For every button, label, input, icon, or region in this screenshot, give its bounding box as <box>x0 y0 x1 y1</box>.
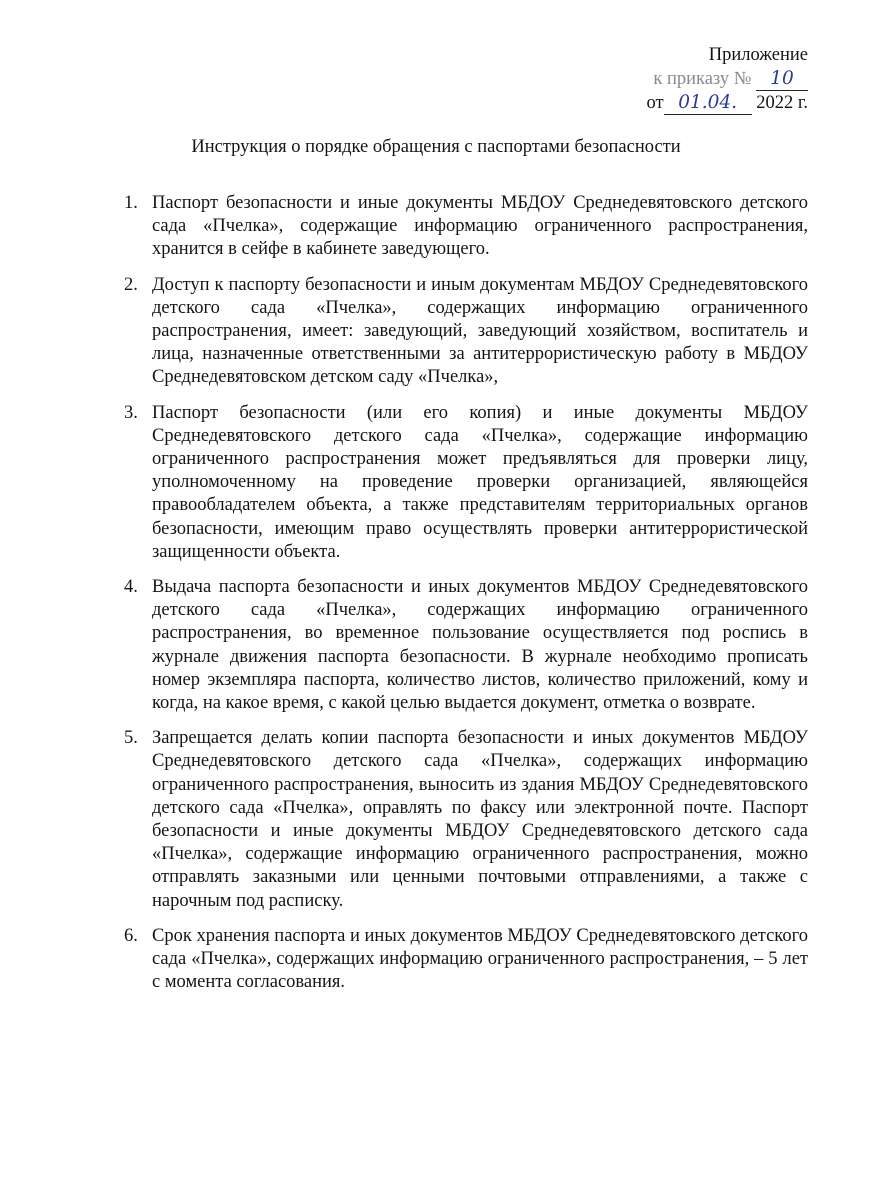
order-date-handwritten: 01.04. <box>664 91 752 115</box>
item-number: 3. <box>124 402 138 423</box>
item-number: 5. <box>124 728 138 749</box>
date-prefix: от <box>646 93 664 113</box>
list-item <box>124 727 808 913</box>
item-text: Паспорт безопасности (или его копия) и иные документы МБДОУ Среднедевятовского детского сада «Пчелка», содержащие информацию ограниченного распространения может предъявляться для проверки лицу, уполномоченному на проведение проверки организацией, являющейся правообладателем объекта, а также представителям территориальных органов безопасности, имеющим право осуществлять проверки антитеррористической защищенности объекта. <box>152 402 808 562</box>
list-item <box>124 576 808 715</box>
list-item <box>124 192 808 262</box>
item-text: Запрещается делать копии паспорта безопасности и иных документов МБДОУ Среднедевятовского детского сада «Пчелка», содержащих информацию ограниченного распространения, выносить из здания МБДОУ Среднедевятовского детского сада «Пчелка», оправлять по факсу или электронной почте. Паспорт безопасности и иные документы МБДОУ Среднедевятовского детского сада «Пчелка», содержащие информацию ограниченного распространения, можно отправлять заказными или ценными почтовыми отправлениями, а также с нарочным под расписку. <box>152 728 808 911</box>
order-year: 2022 г. <box>756 93 808 113</box>
list-item <box>124 402 808 564</box>
item-text: Выдача паспорта безопасности и иных документов МБДОУ Среднедевятовского детского сада «Пчелка», содержащих информацию ограниченного распространения, во временное пользование осуществляется под роспись в журнале движения паспорта безопасности. В журнале необходимо прописать номер экземпляра паспорта, количество листов, количество приложений, кому и когда, на какое время, с какой целью выдается документ, отметка о возврате. <box>152 577 808 714</box>
appendix-label: Приложение <box>708 45 808 65</box>
item-text: Срок хранения паспорта и иных документов МБДОУ Среднедевятовского детского сада «Пчелка», содержащих информацию ограниченного распространения, – 5 лет с момента согласования. <box>152 925 808 993</box>
item-number: 4. <box>124 577 138 598</box>
item-text: Паспорт безопасности и иные документы МБДОУ Среднедевятовского детского сада «Пчелка», содержащие информацию ограниченного распространения, хранится в сейфе в кабинете заведующего. <box>152 193 808 260</box>
order-prefix: к приказу № <box>653 69 752 89</box>
instruction-list <box>124 192 808 1007</box>
item-number: 1. <box>124 193 138 213</box>
document-title: Инструкция о порядке обращения с паспортами безопасности <box>191 137 681 157</box>
order-number-line <box>647 67 808 91</box>
item-number: 2. <box>124 274 138 295</box>
list-item <box>124 925 808 995</box>
item-number: 6. <box>124 925 138 946</box>
item-text: Доступ к паспорту безопасности и иным документам МБДОУ Среднедевятовского детского сада «Пчелка», содержащих информацию ограниченного распространения, имеет: заведующий, заведующий хозяйством, воспитатель и лица, назначенные ответственными за антитеррористическую работу в МБДОУ Среднедевятовском детском саду «Пчелка», <box>152 274 808 388</box>
order-number-handwritten: 10 <box>756 67 808 91</box>
order-date-line <box>647 91 808 115</box>
appendix-header <box>647 44 808 115</box>
list-item <box>124 274 808 390</box>
